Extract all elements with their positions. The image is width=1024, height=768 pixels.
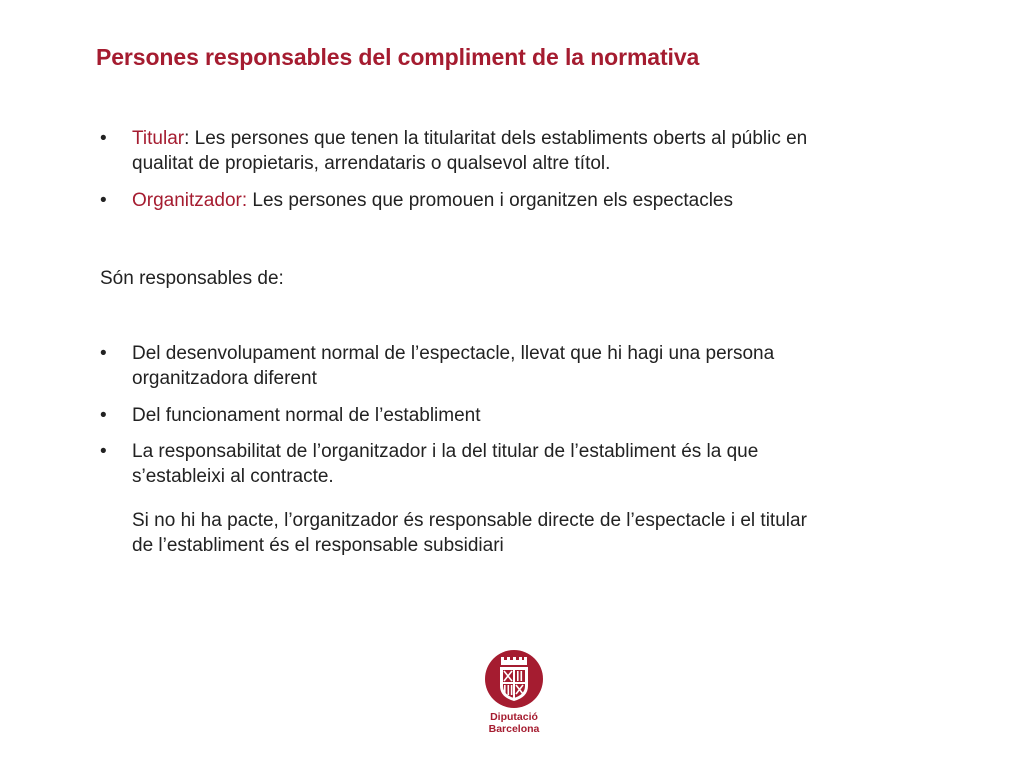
logo-line-2: Barcelona (488, 723, 540, 735)
term-organitzador: Organitzador: (132, 190, 248, 211)
slide-title: Persones responsables del compliment de la normativa (96, 44, 700, 70)
diputacio-logo (474, 650, 554, 735)
term-titular: Titular (132, 128, 185, 149)
term-separator: : (184, 128, 190, 149)
definition-titular: Les persones que tenen la titularitat dels establiments oberts al públic en (189, 128, 808, 149)
list-item-line (132, 188, 950, 213)
coat-of-arms-icon (485, 650, 543, 708)
bullet-icon: • (100, 128, 107, 149)
definition-organitzador: Les persones que promouen i organitzen els espectacles (247, 190, 733, 211)
responsibilities-heading: Són responsables de: (100, 268, 284, 289)
bullet-icon: • (100, 441, 107, 462)
list-item (100, 403, 950, 428)
bullet-icon: • (100, 190, 107, 211)
logo-text (474, 711, 554, 735)
list-item (100, 439, 950, 489)
list-item-line: Del funcionament normal de l’establiment (132, 405, 481, 426)
note-line: Si no hi ha pacte, l’organitzador és responsable directe de l’espectacle i el titular (132, 510, 807, 531)
responsibilities-list (100, 341, 950, 489)
list-item-line: La responsabilitat de l’organitzador i la del titular de l’establiment és la que (132, 441, 759, 462)
roles-list (100, 126, 950, 213)
list-item (100, 341, 950, 391)
logo-line-1: Diputació (490, 711, 538, 723)
list-item-line: Del desenvolupament normal de l’espectacle, llevat que hi hagi una persona (132, 343, 775, 364)
bullet-icon: • (100, 405, 107, 426)
note-line: de l’establiment és el responsable subsidiari (132, 535, 504, 556)
list-item-line: organitzadora diferent (132, 368, 317, 389)
note-paragraph (132, 508, 952, 558)
list-item-titular (100, 126, 950, 176)
bullet-icon: • (100, 343, 107, 364)
list-item-line: qualitat de propietaris, arrendataris o qualsevol altre títol. (132, 153, 611, 174)
list-item-line (132, 126, 950, 151)
list-item-organitzador (100, 188, 950, 213)
list-item-line: s’estableixi al contracte. (132, 466, 334, 487)
